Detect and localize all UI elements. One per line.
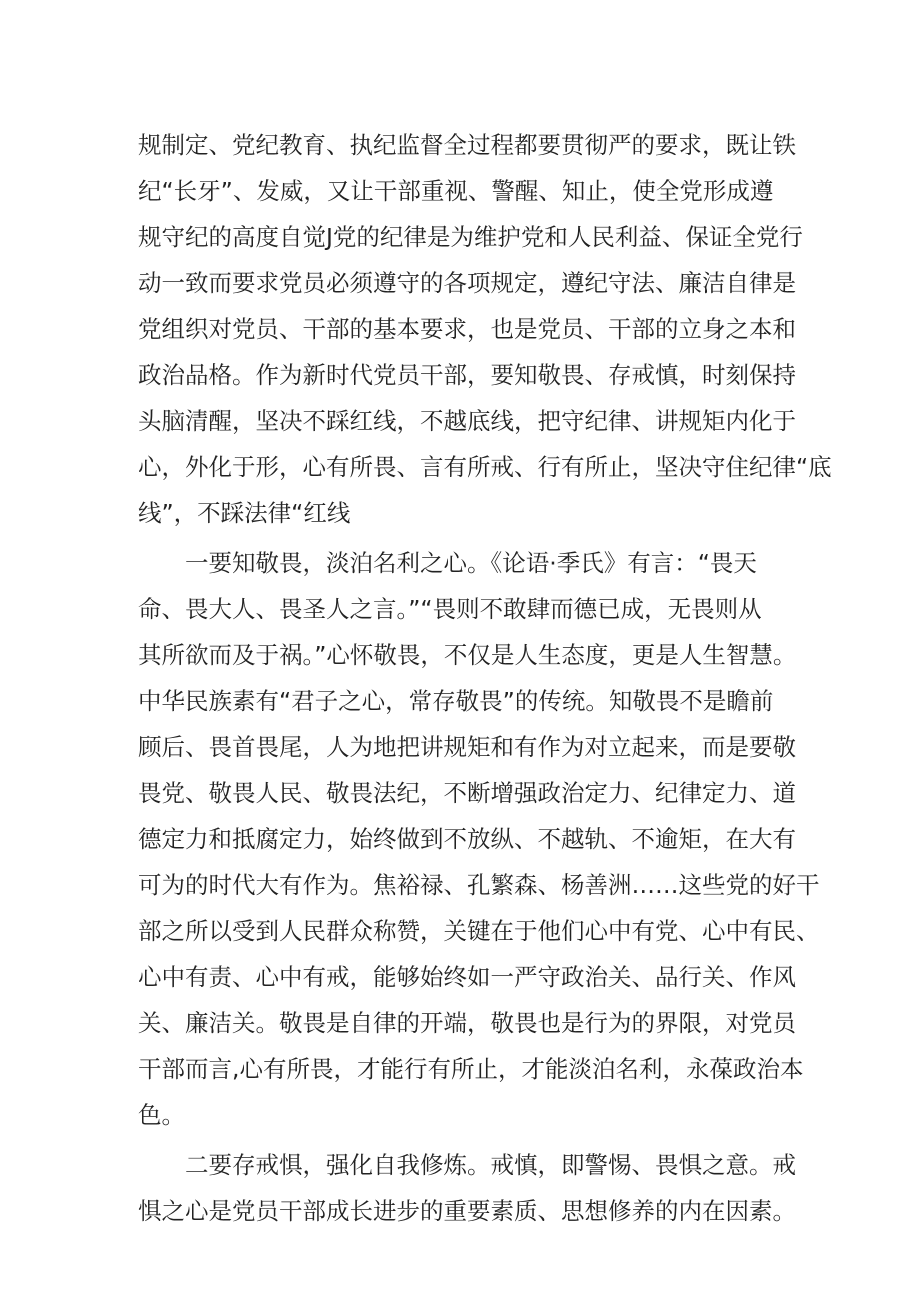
text-line: 政治品格。作为新时代党员干部，要知敬畏、存戒慎，时刻保持 xyxy=(138,361,796,389)
document-body xyxy=(138,122,832,1234)
paragraph-know-reverence xyxy=(138,540,820,1138)
text-line: 色。 xyxy=(138,1101,185,1129)
text-line: 心，外化于形，心有所畏、言有所戒、行有所止，坚决守住纪律“底 xyxy=(138,453,832,481)
text-line: 规守纪的高度自觉J党的纪律是为维护党和人民利益、保证全党行 xyxy=(138,223,803,251)
text-line: 德定力和抵腐定力，始终做到不放纵、不越轨、不逾矩，在大有 xyxy=(138,825,796,853)
text-line: 心中有责、心中有戒，能够始终如一严守政治关、品行关、作风 xyxy=(138,963,796,991)
text-line: 顾后、畏首畏尾，人为地把讲规矩和有作为对立起来，而是要敬 xyxy=(138,733,796,761)
text-line: 规制定、党纪教育、执纪监督全过程都要贯彻严的要求，既让铁 xyxy=(138,131,796,159)
paragraph-caution xyxy=(138,1142,794,1234)
text-line: 部之所以受到人民群众称赞，关键在于他们心中有党、心中有民、 xyxy=(138,917,820,945)
text-line: 中华民族素有“君子之心，常存敬畏”的传统。知敬畏不是瞻前 xyxy=(138,687,774,715)
text-line: 惧之心是党员干部成长进步的重要素质、思想修养的内在因素。 xyxy=(138,1197,796,1225)
text-line: 一要知敬畏，淡泊名利之心。《论语·季氏》有言：“畏天 xyxy=(185,549,757,577)
text-line: 其所欲而及于祸。”心怀敬畏，不仅是人生态度，更是人生智慧。 xyxy=(138,641,797,669)
text-line: 可为的时代大有作为。焦裕禄、孔繁森、杨善洲……这些党的好干 xyxy=(138,871,820,899)
text-line: 动一致而要求党员必须遵守的各项规定，遵纪守法、廉洁自律是 xyxy=(138,269,796,297)
text-line: 党组织对党员、干部的基本要求，也是党员、干部的立身之本和 xyxy=(138,315,796,343)
text-line: 纪“长牙”、发威，又让干部重视、警醒、知止，使全党形成遵 xyxy=(138,177,774,205)
text-line: 命、畏大人、畏圣人之言。”“畏则不敢肆而德已成，无畏则从 xyxy=(138,595,762,623)
text-line: 关、廉洁关。敬畏是自律的开端，敬畏也是行为的界限，对党员 xyxy=(138,1009,796,1037)
text-line: 头脑清醒，坚决不踩红线，不越底线，把守纪律、讲规矩内化于 xyxy=(138,407,796,435)
paragraph-continuation xyxy=(138,122,832,536)
text-line: 畏党、敬畏人民、敬畏法纪，不断增强政治定力、纪律定力、道 xyxy=(138,779,796,807)
text-line: 二要存戒惧，强化自我修炼。戒慎，即警惕、畏惧之意。戒 xyxy=(185,1151,796,1179)
text-line: 干部而言,心有所畏，才能行有所止，才能淡泊名利，永葆政治本 xyxy=(138,1055,804,1083)
text-line: 线”，不踩法律“红线 xyxy=(138,499,351,527)
